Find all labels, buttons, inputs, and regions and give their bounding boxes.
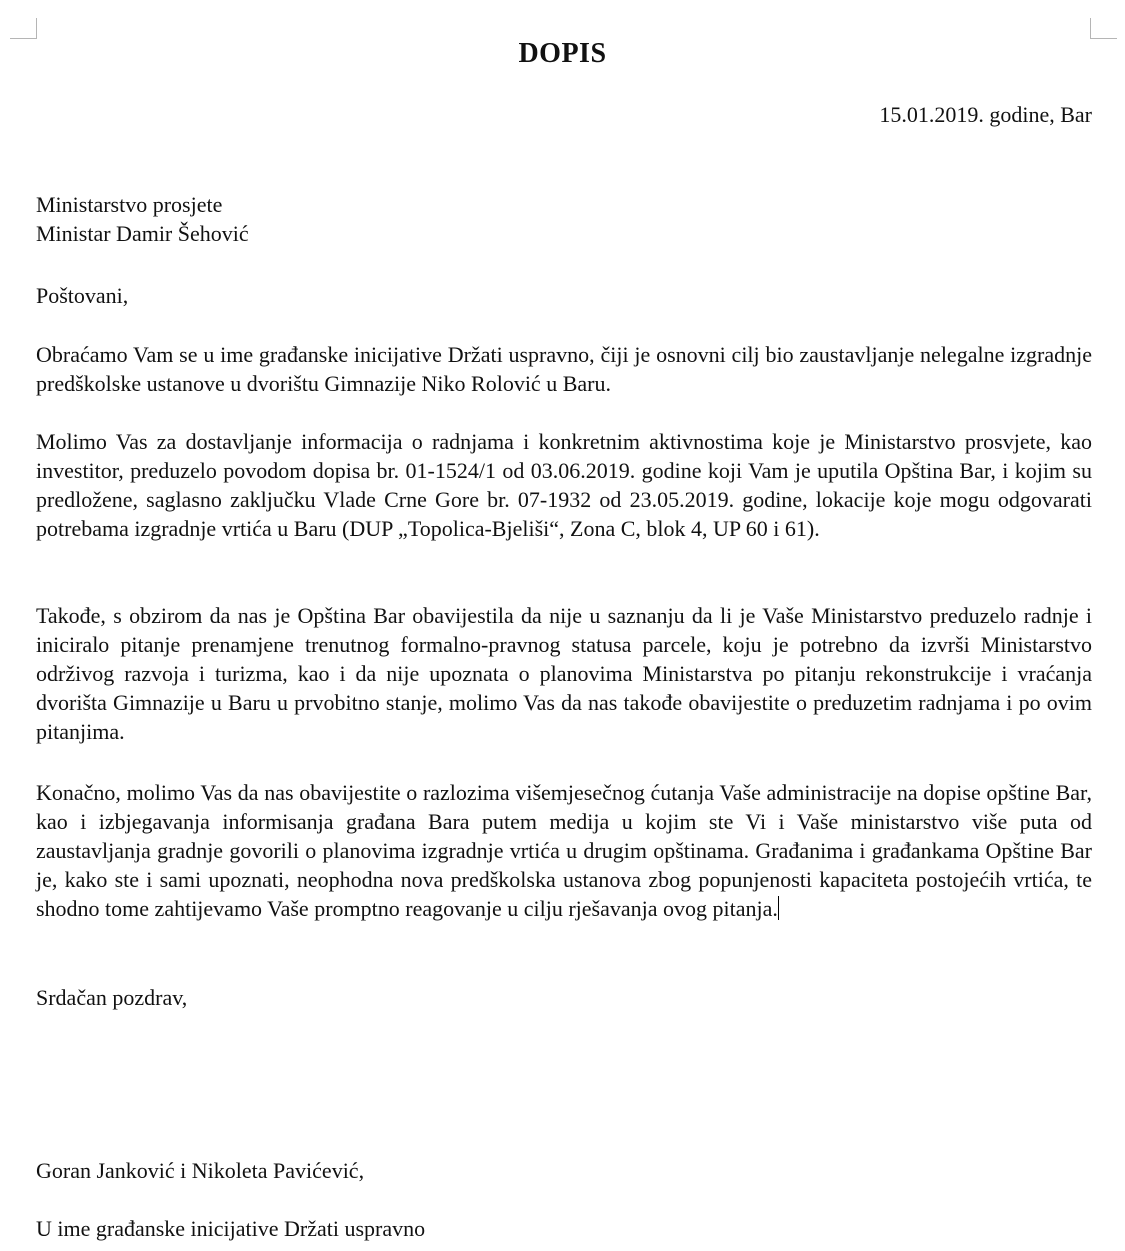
- crop-mark-left: [10, 18, 37, 39]
- recipient-line-2: Ministar Damir Šehović: [36, 221, 249, 246]
- paragraph-1: Obraćamo Vam se u ime građanske inicijative Držati uspravno, čiji je osnovni cilj bio zaustavljanje nelegalne izgradnje predškolske ustanove u dvorištu Gimnazije Niko Rolović u Baru.: [36, 342, 1092, 396]
- text-cursor: [778, 896, 779, 920]
- paragraph-3: Takođe, s obzirom da nas je Opština Bar obavijestila da nije u saznanju da li je Vaše Ministarstvo preduzelo radnje i iniciralo pitanje prenamjene trenutnog formalno-pravnog statusa parcele, koju je potrebno da izvrši Ministarstvo održivog razvoja i turizma, kao i da nije upoznata o planovima Ministarstva po pitanju rekonstrukcije i vraćanja dvorišta Gimnazije u Baru u prvobitno stanje, molimo Vas da nas takođe obavijestite o preduzetim radnjama i po ovim pitanjima.: [36, 603, 1092, 744]
- crop-mark-right: [1090, 18, 1117, 39]
- signatories: Goran Janković i Nikoleta Pavićević,: [36, 1158, 365, 1183]
- signature-note: U ime građanske inicijative Držati uspravno: [36, 1216, 426, 1241]
- paragraph-4-text: Konačno, molimo Vas da nas obavijestite o razlozima višemjesečnog ćutanja Vaše administracije na dopise opštine Bar, kao i izbjegavanja informisanja građana Bara putem medija u kojim ste Vi i Vaše ministarstvo više puta od zaustavljanja gradnje govorili o planovima izgradnje vrtića u drugim opštinama. Građanima i građankama Opštine Bar je, kako ste i sami upoznati, neophodna nova predškolska ustanova zbog popunjenosti kapaciteta postojećih vrtića, te shodno tome zahtijevamo Vaše promptno reagovanje u cilju rješavanja ovog pitanja.: [36, 780, 1092, 921]
- salutation: Poštovani,: [36, 283, 129, 308]
- closing: Srdačan pozdrav,: [36, 985, 188, 1010]
- document-title: DOPIS: [518, 38, 607, 69]
- date-place: 15.01.2019. godine, Bar: [879, 102, 1092, 127]
- paragraph-2: Molimo Vas za dostavljanje informacija o radnjama i konkretnim aktivnostima koje je Ministarstvo prosvjete, kao investitor, preduzelo povodom dopisa br. 01-1524/1 od 03.06.2019. godine koji Vam je uputila Opština Bar, i kojim su predložene, saglasno zaključku Vlade Crne Gore br. 07-1932 od 23.05.2019. godine, lokacije koje mogu odgovarati potrebama izgradnje vrtića u Baru (DUP „Topolica-Bjeliši“, Zona C, blok 4, UP 60 i 61).: [36, 429, 1092, 541]
- paragraph-4[interactable]: [36, 778, 1092, 923]
- recipient-line-1: Ministarstvo prosjete: [36, 192, 223, 217]
